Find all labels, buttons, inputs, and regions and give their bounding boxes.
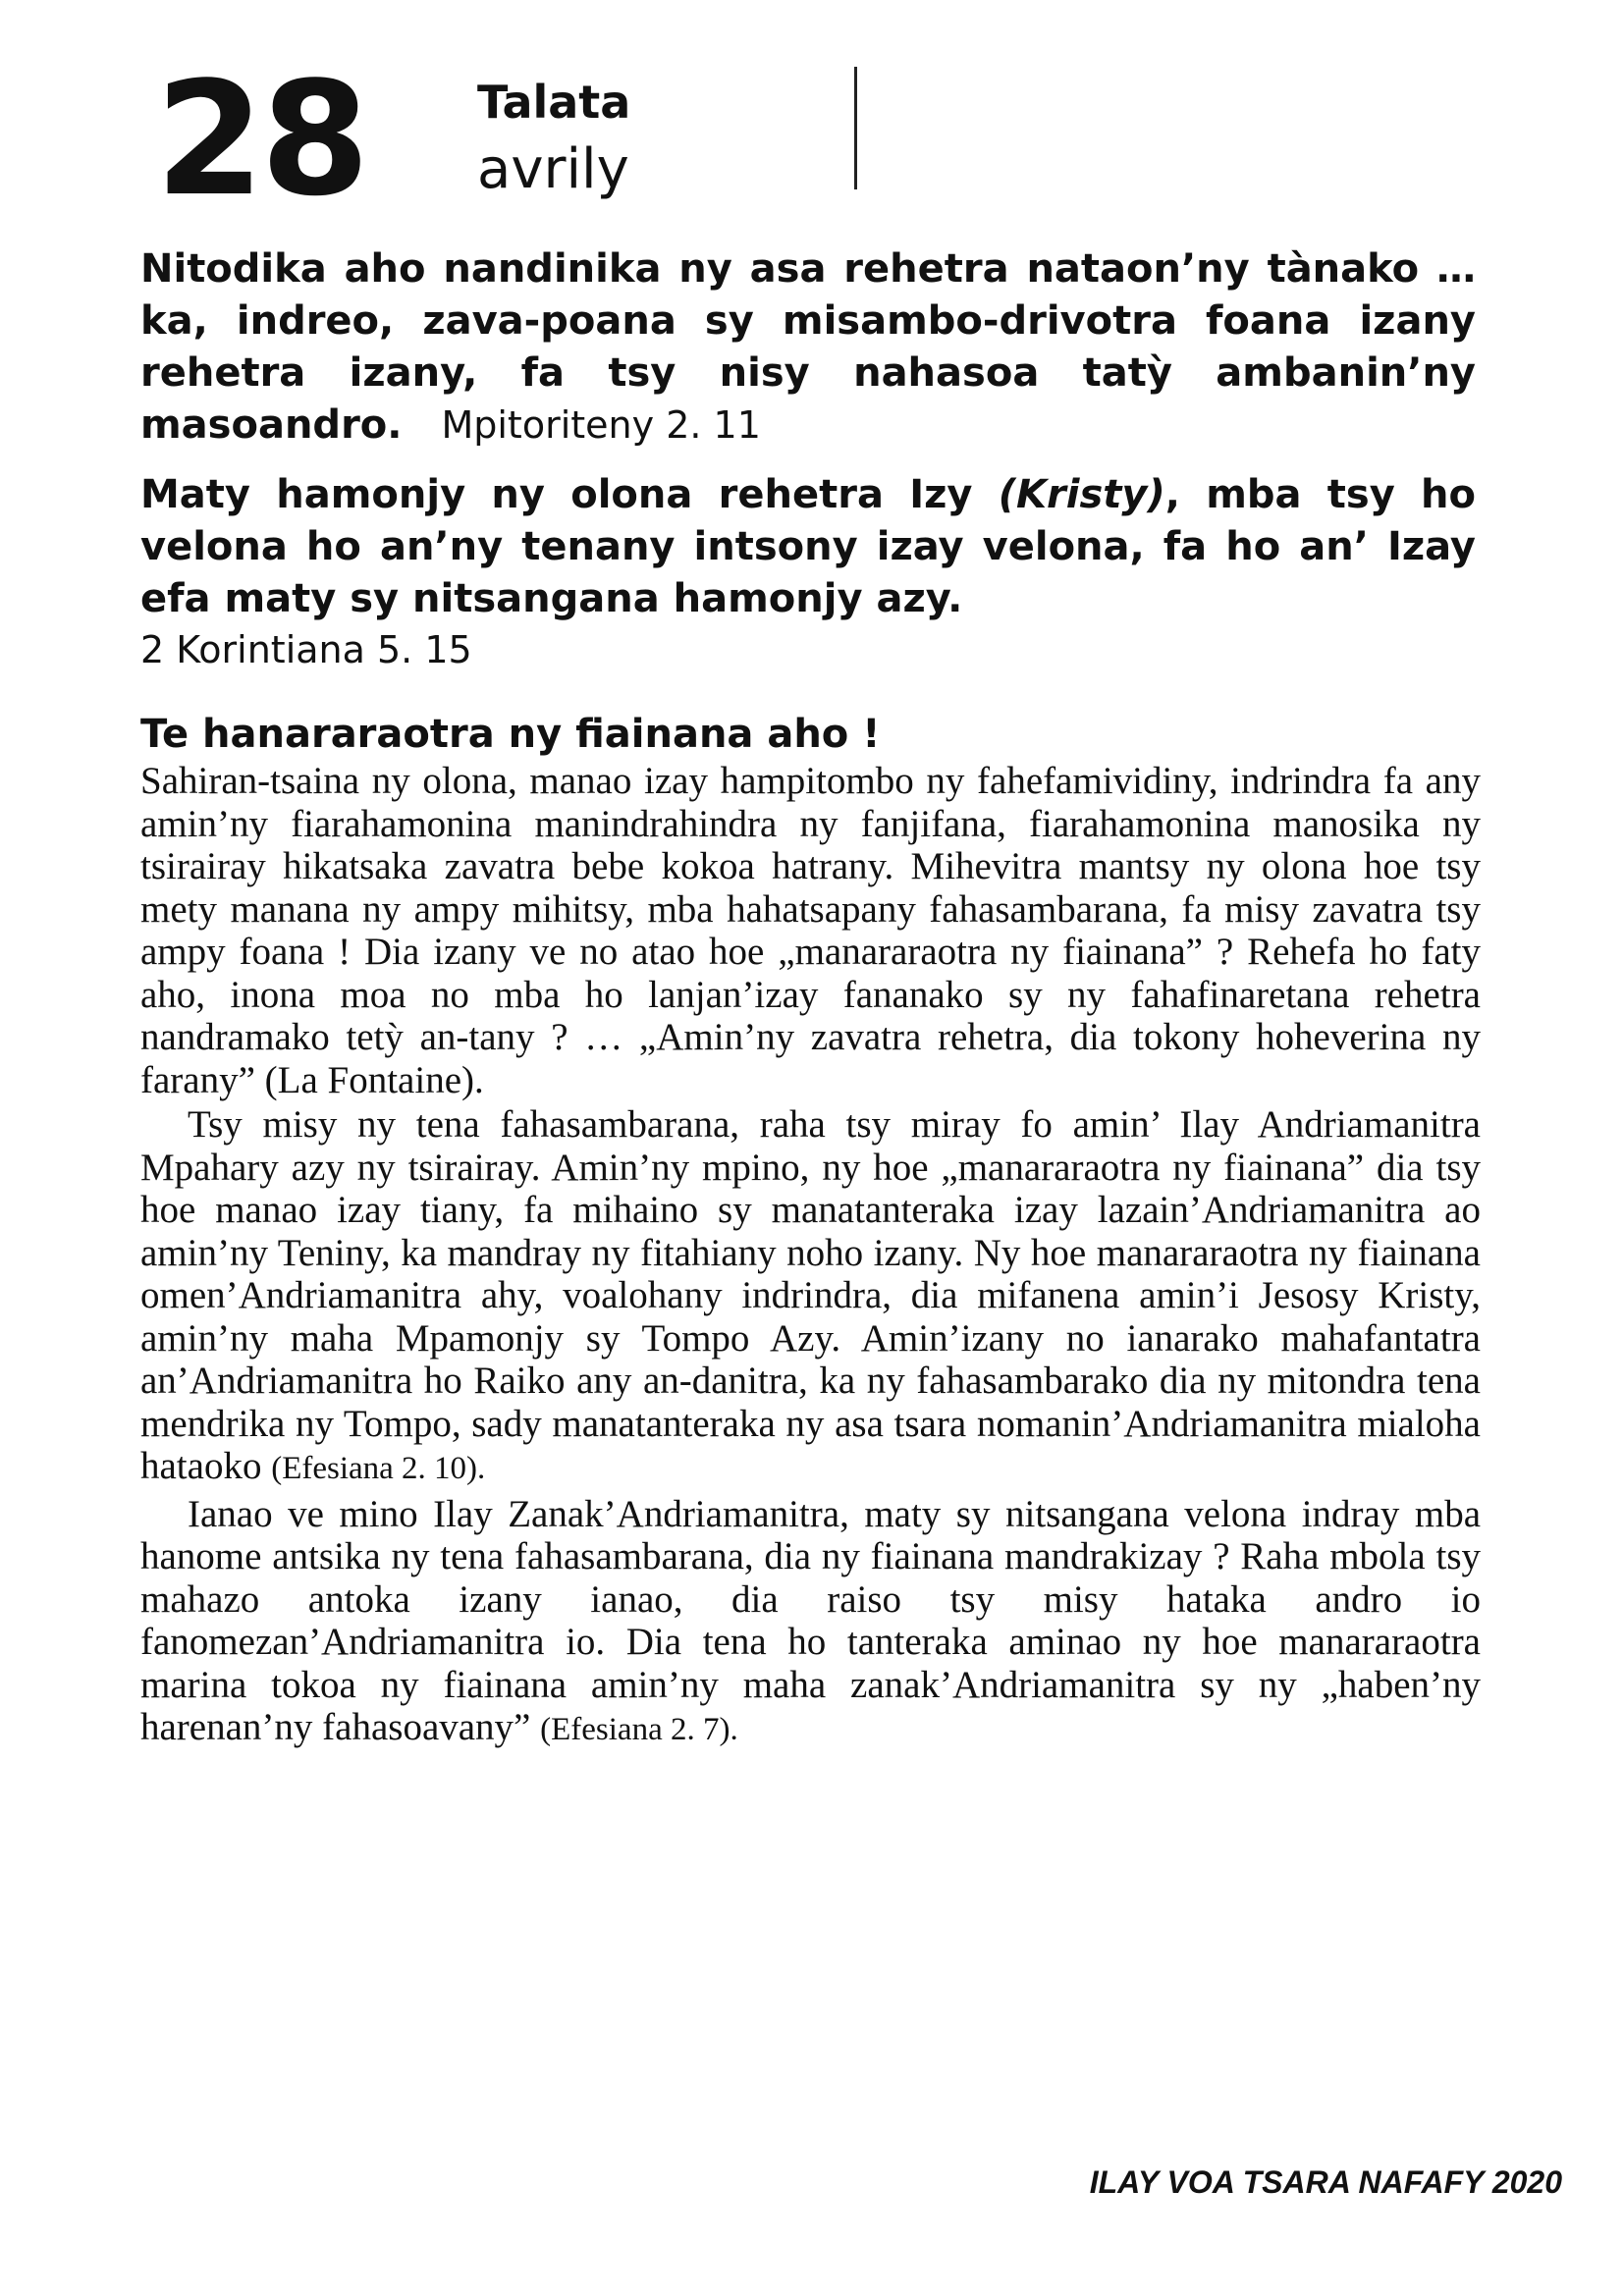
month: avrily [477,137,629,201]
verse-1 [140,243,1476,452]
verse-2-italic: (Kristy) [998,472,1165,517]
paragraph-3-reference: (Efesiana 2. 7). [540,1712,738,1747]
verse-1-text: Nitodika aho nandinika ny asa rehetra nataon’ny tànako … ka, indreo, zava-poana sy misambo-drivotra foana izany rehetra izany, fa tsy nisy nahasoa tatỳ ambanin’ny masoandro. [140,246,1476,448]
paragraph-2-reference: (Efesiana 2. 10). [271,1451,486,1486]
verse-2-text-before: Maty hamonjy ny olona rehetra Izy [140,472,999,517]
day-number: 28 [155,47,366,231]
paragraph-1: Sahiran-tsaina ny olona, manao izay hampitombo ny fahefamividiny, indrindra fa any amin’ny fiarahamonina manindrahindra ny fanjifana, fiarahamonina manosika ny tsirairay hikatsaka zavatra bebe kokoa hatrany. Mihevitra mantsy ny olona hoe tsy mety manana ny ampy mihitsy, mba hahatsapany fahasambarana, fa misy zavatra tsy ampy foana ! Dia izany ve no atao hoe „manararaotra ny fiainana” ? Rehefa ho faty aho, inona moa no mba ho lanjan’izay fananako sy ny fahafinaretana rehetra nandramako tetỳ an-tany ? … „Amin’ny zavatra rehetra, dia tokony hoheverina ny farany” (La Fontaine). [140,760,1481,1101]
publication-footer: ILAY VOA TSARA NAFAFY 2020 [1089,2164,1562,2200]
paragraph-3-text: Ianao ve mino Ilay Zanak’Andriamanitra, maty sy nitsangana velona indray mba hanome antsika ny tena fahasambarana, dia ny fiainana mandrakizay ? Raha mbola tsy mahazo antoka izany ianao, dia raiso tsy misy hataka andro io fanomezan’Andriamanitra io. Dia tena ho tanteraka aminao ny hoe manararaotra marina tokoa ny fiainana amin’ny maha zanak’Andriamanitra sy ny „haben’ny harenan’ny fahasoavany” [140,1492,1481,1748]
header-divider [854,67,857,189]
weekday: Talata [477,76,631,129]
verse-2-reference: 2 Korintiana 5. 15 [140,628,472,671]
verse-2 [140,469,1476,625]
paragraph-2-text: Tsy misy ny tena fahasambarana, raha tsy miray fo amin’ Ilay Andriamanitra Mpahary azy ny tsirairay. Amin’ny mpino, ny hoe „manararaotra ny fiainana” dia tsy hoe manao izay tiany, fa mihaino sy manatanteraka izay lazain’Andriamanitra ao amin’ny Teniny, ka mandray ny fitahiany noho izany. Ny hoe manararaotra ny fiainana omen’Andriamanitra ahy, voalohany indrindra, dia mifanena amin’i Jesosy Kristy, amin’ny maha Mpamonjy sy Tompo Azy. Amin’izany no ianarako mahafantatra an’Andriamanitra ho Raiko any an-danitra, ka ny fahasambarako dia ny mitondra tena mendrika ny Tompo, sady manatanteraka ny asa tsara nomanin’Andriamanitra mialoha hataoko [140,1103,1481,1487]
verse-2-text-after: , mba tsy ho velona ho an’ny tenany intsony izay velona, fa ho an’ Izay efa maty sy nitsangana hamonjy azy. [140,472,1476,621]
paragraph-2 [140,1103,1481,1491]
verse-1-reference: Mpitoriteny 2. 11 [441,403,761,447]
devotional-body [140,760,1481,1752]
devotional-title: Te hanararaotra ny fiainana aho ! [140,712,881,757]
paragraph-3 [140,1493,1481,1752]
